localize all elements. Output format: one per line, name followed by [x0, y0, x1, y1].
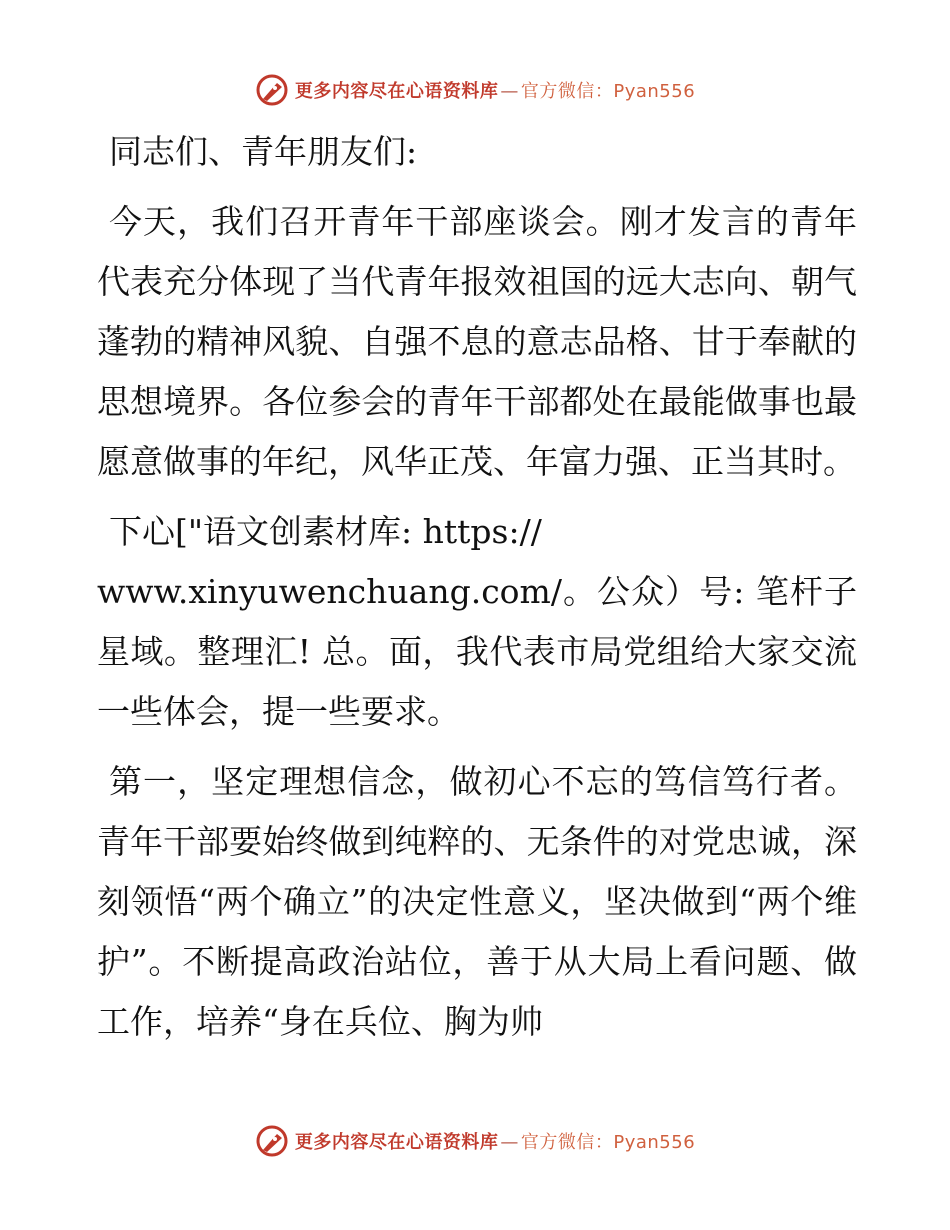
paragraph-transition-rest: www.xinyuwenchuang.com/。公众）号: 笔杆子星域。整理汇! 总。面，我代表市局党组给大家交流一些体会，提一些要求。 — [97, 572, 857, 731]
salutation: 同志们、青年朋友们: — [109, 132, 418, 171]
pen-nib-circle-icon — [255, 1124, 289, 1158]
paragraph-opening: 今天，我们召开青年干部座谈会。刚才发言的青年代表充分体现了当代青年报效祖国的远大志向、朝气蓬勃的精神风貌、自强不息的意志品格、甘于奉献的思想境界。各位参会的青年干部都处在最能做事也最愿意做事的年纪，风华正茂、年富力强、正当其时。 — [97, 202, 857, 481]
banner-main-text: 更多内容尽在心语资料库 — [294, 1132, 499, 1153]
banner-wechat-text: 官方微信：Pyan556 — [520, 81, 696, 102]
banner-separator: — — [500, 81, 519, 102]
banner-wechat-text: 官方微信：Pyan556 — [520, 1132, 696, 1153]
paragraph-first-point: 第一，坚定理想信念，做初心不忘的笃信笃行者。青年干部要始终做到纯粹的、无条件的对党忠诚，深刻领悟“两个确立”的决定性意义，坚决做到“两个维护”。不断提高政治站位，善于从大局上看问题、做工作，培养“身在兵位、胸为帅 — [97, 762, 857, 1041]
paragraph-transition-line1: 下心["语文创素材库: https:// — [109, 512, 542, 551]
document-body — [97, 122, 857, 1062]
paragraph-transition — [97, 502, 857, 742]
pen-nib-circle-icon — [255, 73, 289, 107]
footer-banner — [0, 1121, 950, 1161]
banner-text — [295, 77, 695, 103]
banner-text — [295, 1128, 695, 1154]
banner-main-text: 更多内容尽在心语资料库 — [294, 81, 499, 102]
header-banner — [0, 70, 950, 110]
banner-separator: — — [500, 1132, 519, 1153]
